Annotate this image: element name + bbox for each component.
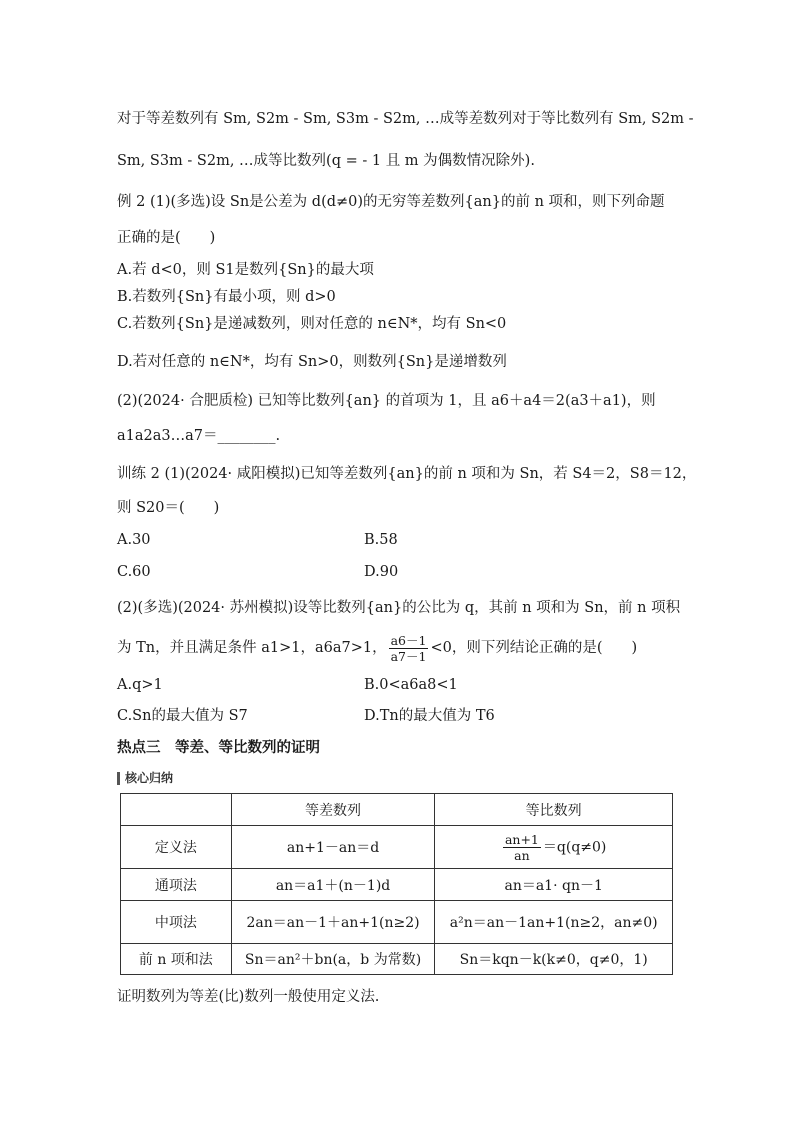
- example2-part2-line2: a1a2a3…a7＝________.: [117, 428, 281, 444]
- example2-option-b: B.若数列{Sn}有最小项，则 d>0: [117, 289, 336, 305]
- geo-cell: Sn＝kqn－k(k≠0，q≠0，1): [435, 944, 673, 975]
- arith-cell: an+1－an＝d: [231, 826, 435, 869]
- method-label: 定义法: [121, 826, 232, 869]
- fraction-denominator: a7－1: [390, 648, 427, 664]
- training2-part2-line1: (2)(多选)(2024· 苏州模拟)设等比数列{an}的公比为 q，其前 n 项和为 Sn，前 n 项积: [117, 600, 681, 616]
- training2-part2-post: <0，则下列结论正确的是( ): [430, 640, 638, 656]
- training2-option2-d: D.Tn的最大值为 T6: [364, 708, 495, 724]
- training2-option-a: A.30: [117, 532, 151, 548]
- table-header-cell: [121, 794, 232, 826]
- para1-line1: 对于等差数列有 Sm, S2m - Sm, S3m - S2m, …成等差数列对于等比数列有 Sm, S2m -: [117, 111, 694, 127]
- fraction-numerator: a6－1: [390, 632, 427, 648]
- core-summary-tag: 核心归纳: [117, 772, 173, 785]
- geo-cell: an＝a1· qn－1: [435, 869, 673, 901]
- geo-fraction: [503, 832, 541, 863]
- example2-part1-line1: 例 2 (1)(多选)设 Sn是公差为 d(d≠0)的无穷等差数列{an}的前 n 项和，则下列命题: [117, 194, 665, 210]
- example2-option-c: C.若数列{Sn}是递减数列，则对任意的 n∈N*，均有 Sn<0: [117, 316, 507, 332]
- fraction-denominator: an: [514, 847, 530, 863]
- training2-option-b: B.58: [364, 532, 398, 548]
- section3-conclusion: 证明数列为等差(比)数列一般使用定义法.: [117, 989, 380, 1005]
- arith-cell: an＝a1＋(n－1)d: [231, 869, 435, 901]
- training2-option2-b: B.0<a6a8<1: [364, 677, 458, 693]
- geo-cell: [435, 826, 673, 869]
- para1-line2: Sm, S3m - S2m, …成等比数列(q = - 1 且 m 为偶数情况除外).: [117, 153, 535, 169]
- fraction-numerator: an+1: [504, 831, 539, 847]
- training2-option-c: C.60: [117, 564, 151, 580]
- table-header-cell: 等差数列: [231, 794, 435, 826]
- method-label: 前 n 项和法: [121, 944, 232, 975]
- table-row: [121, 944, 673, 975]
- proof-methods-table: [120, 793, 673, 975]
- example2-part1-line2: 正确的是( ): [117, 230, 216, 246]
- geo-cell-post: ＝q(q≠0): [542, 839, 607, 855]
- training2-part1-line2: 则 S20＝( ): [117, 500, 220, 516]
- table-row: [121, 869, 673, 901]
- ratio-fraction: [389, 633, 429, 664]
- section3-heading: 热点三 等差、等比数列的证明: [117, 740, 320, 756]
- arith-cell: Sn＝an²＋bn(a，b 为常数): [231, 944, 435, 975]
- training2-option-d: D.90: [364, 564, 399, 580]
- example2-option-d: D.若对任意的 n∈N*，均有 Sn>0，则数列{Sn}是递增数列: [117, 354, 507, 370]
- method-label: 通项法: [121, 869, 232, 901]
- geo-cell: a²n＝an－1an+1(n≥2，an≠0): [435, 901, 673, 944]
- training2-part1-line1: 训练 2 (1)(2024· 咸阳模拟)已知等差数列{an}的前 n 项和为 Sn，若 S4＝2，S8＝12，: [117, 466, 697, 482]
- table-header-cell: 等比数列: [435, 794, 673, 826]
- example2-part2-line1: (2)(2024· 合肥质检) 已知等比数列{an} 的首项为 1，且 a6＋a4＝2(a3＋a1)，则: [117, 393, 656, 409]
- training2-part2-line2: [117, 632, 637, 664]
- training2-part2-pre: 为 Tn，并且满足条件 a1>1，a6a7>1，: [117, 640, 387, 656]
- example2-option-a: A.若 d<0，则 S1是数列{Sn}的最大项: [117, 262, 374, 278]
- training2-option2-a: A.q>1: [117, 677, 163, 693]
- method-label: 中项法: [121, 901, 232, 944]
- arith-cell: 2an＝an－1＋an+1(n≥2): [231, 901, 435, 944]
- training2-option2-c: C.Sn的最大值为 S7: [117, 708, 248, 724]
- table-row: [121, 901, 673, 944]
- table-header-row: [121, 794, 673, 826]
- table-row: [121, 826, 673, 869]
